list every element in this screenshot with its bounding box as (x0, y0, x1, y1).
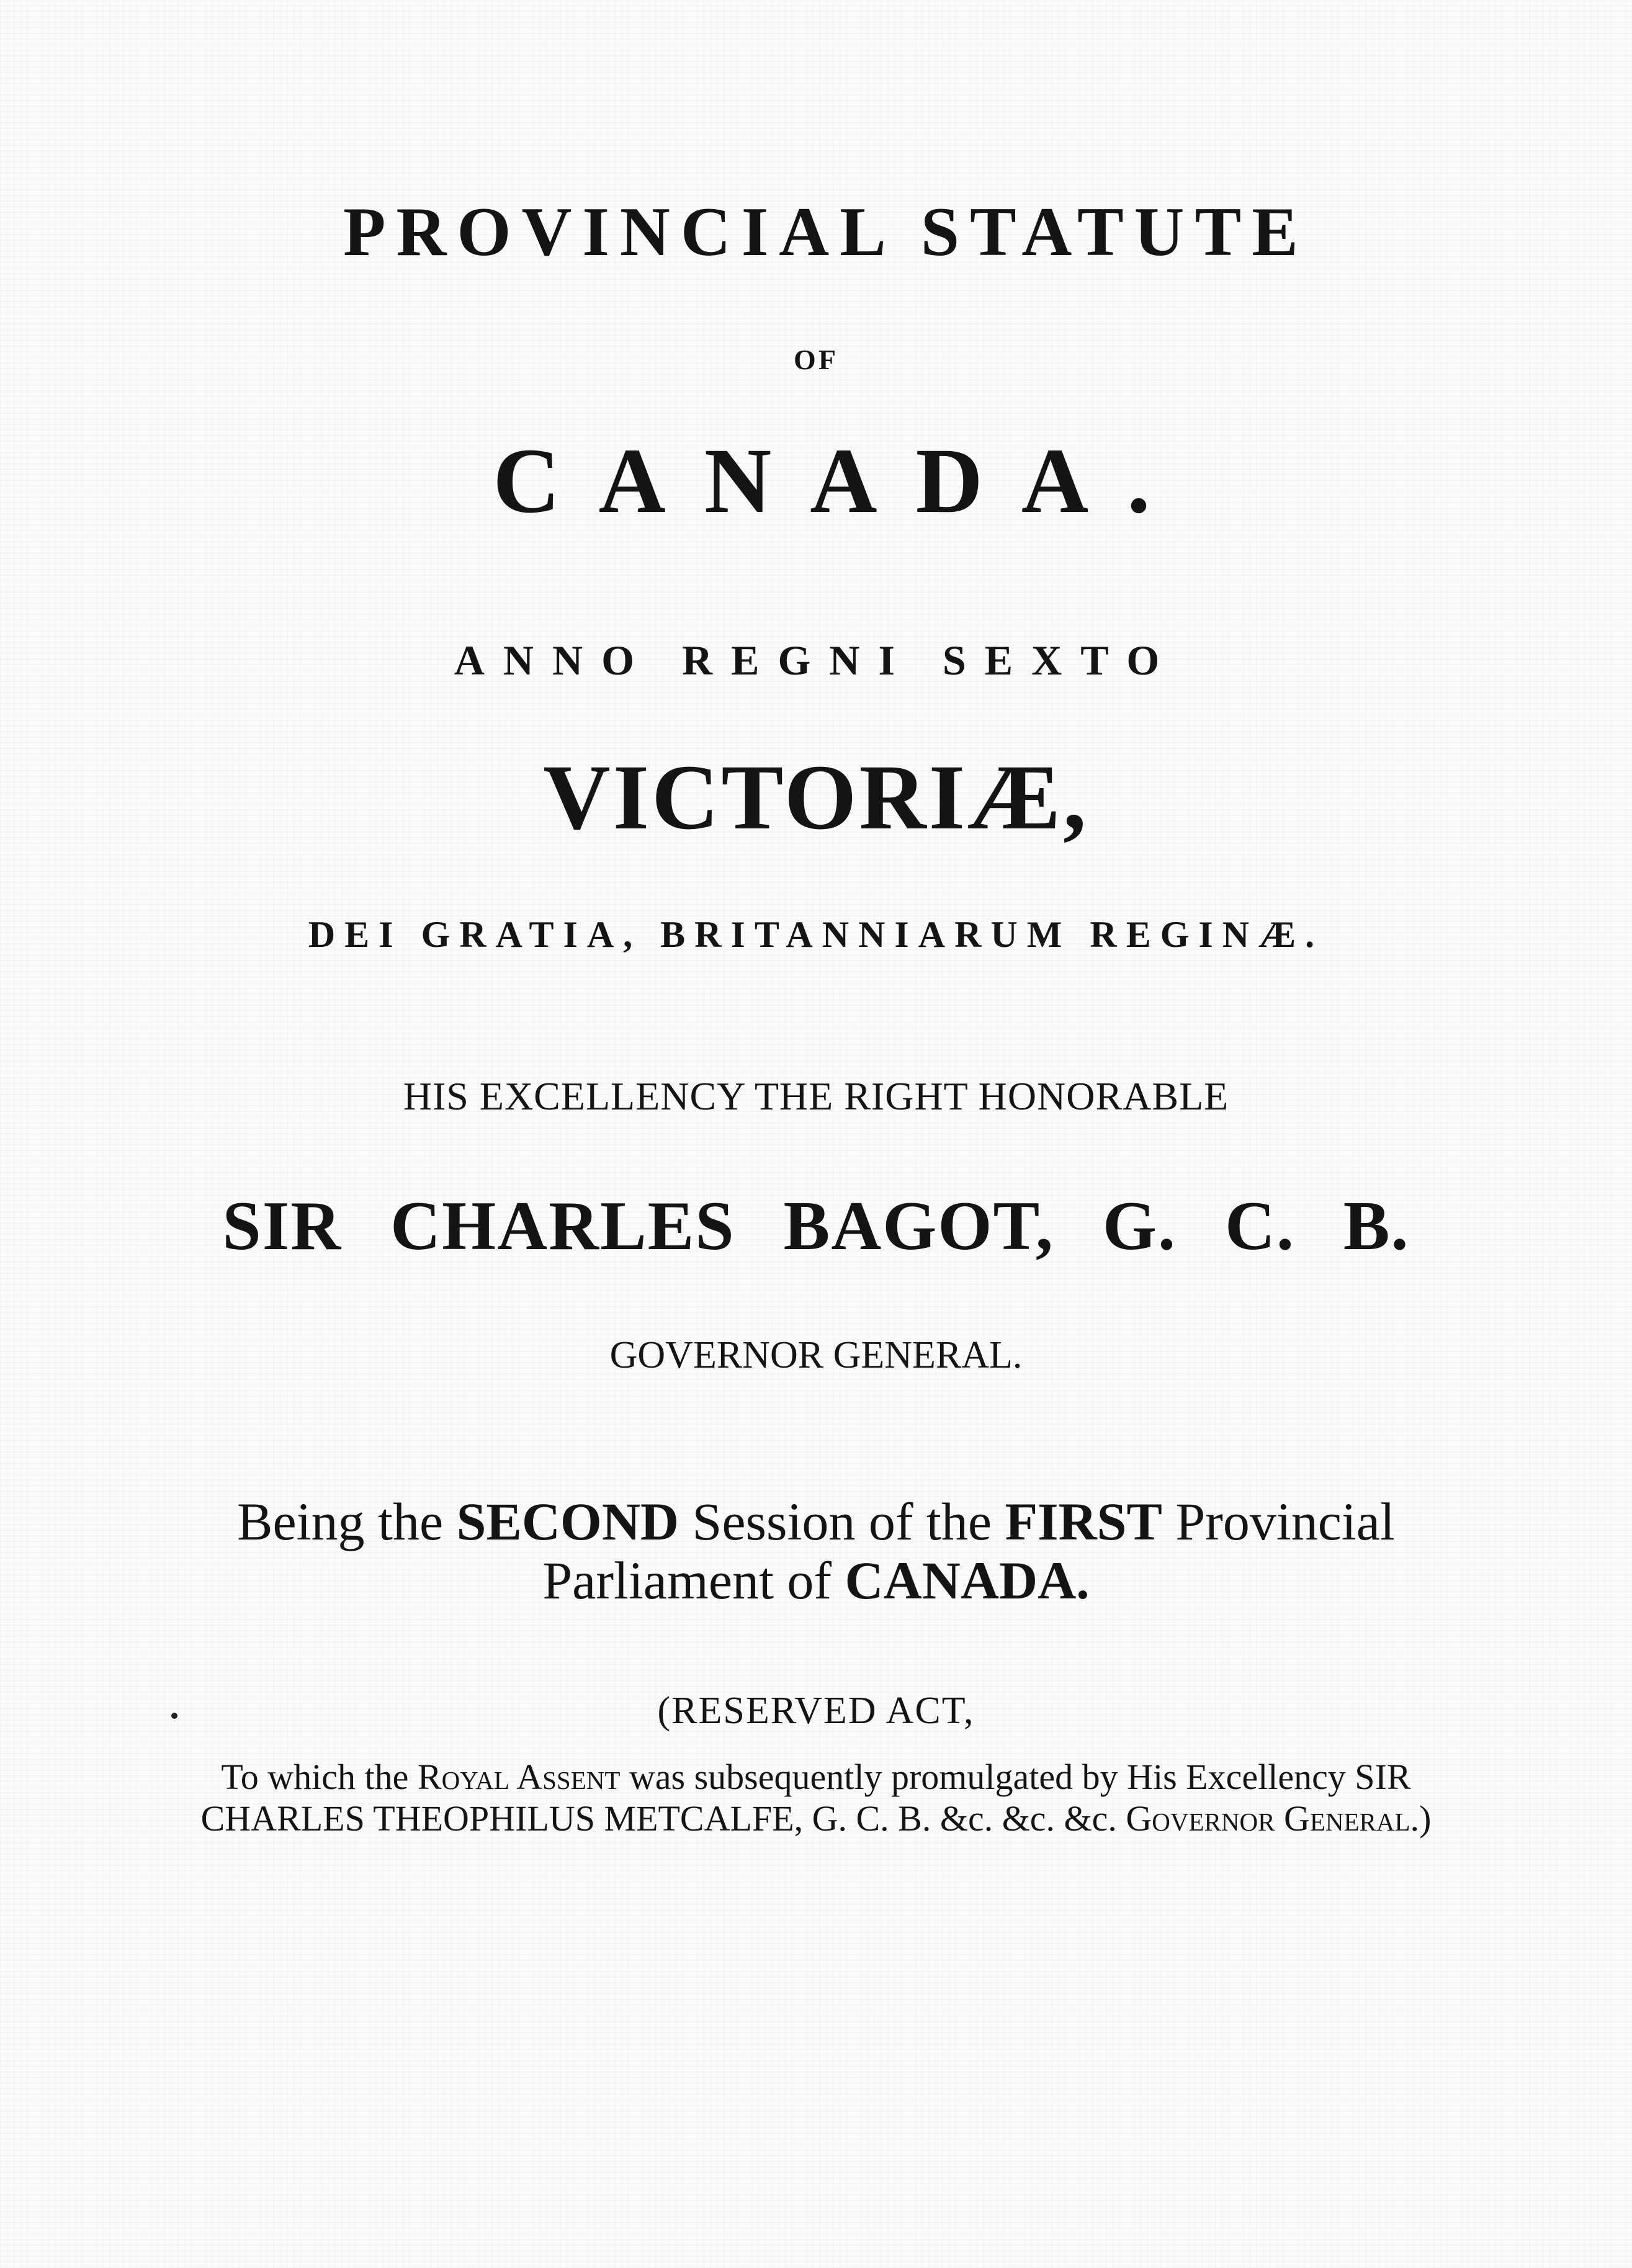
of-label: OF (794, 344, 838, 375)
assent-text-4: ) (1419, 1798, 1432, 1839)
session-country: CANADA. (845, 1550, 1090, 1610)
session-text-1: Being the (237, 1492, 457, 1551)
session-text-2: Session of the (679, 1492, 1005, 1551)
royal-assent-note (0, 1756, 1632, 1840)
statute-title: PROVINCIAL STATUTE (343, 194, 1309, 271)
session-statement (0, 1492, 1632, 1610)
reserved-act-label: (RESERVED ACT, (657, 1690, 975, 1732)
dei-gratia-line: DEI GRATIA, BRITANNIARUM REGINÆ. (308, 914, 1324, 955)
session-ordinal: SECOND (456, 1492, 679, 1551)
governor-name: SIR CHARLES BAGOT, G. C. B. (222, 1188, 1410, 1265)
governor-title: GOVERNOR GENERAL. (609, 1334, 1023, 1376)
assent-text-1: To which the (221, 1757, 418, 1797)
country-heading: CANADA. (493, 429, 1189, 532)
parliament-ordinal: FIRST (1005, 1492, 1162, 1551)
session-text-3: Provincial (1162, 1492, 1395, 1551)
royal-assent-term: Royal Assent (417, 1757, 621, 1797)
session-text-4: Parliament of (542, 1550, 845, 1610)
regnal-year-line: ANNO REGNI SEXTO (454, 637, 1178, 684)
monarch-name: VICTORIÆ, (543, 746, 1089, 849)
governor-general-term: Governor General. (1126, 1798, 1420, 1839)
assent-text-3: CHARLES THEOPHILUS METCALFE, G. C. B. &c. &c. &c. (200, 1798, 1126, 1839)
excellency-line: HIS EXCELLENCY THE RIGHT HONORABLE (403, 1074, 1229, 1118)
assent-text-2: was subsequently promulgated by His Excellency SIR (620, 1757, 1411, 1797)
